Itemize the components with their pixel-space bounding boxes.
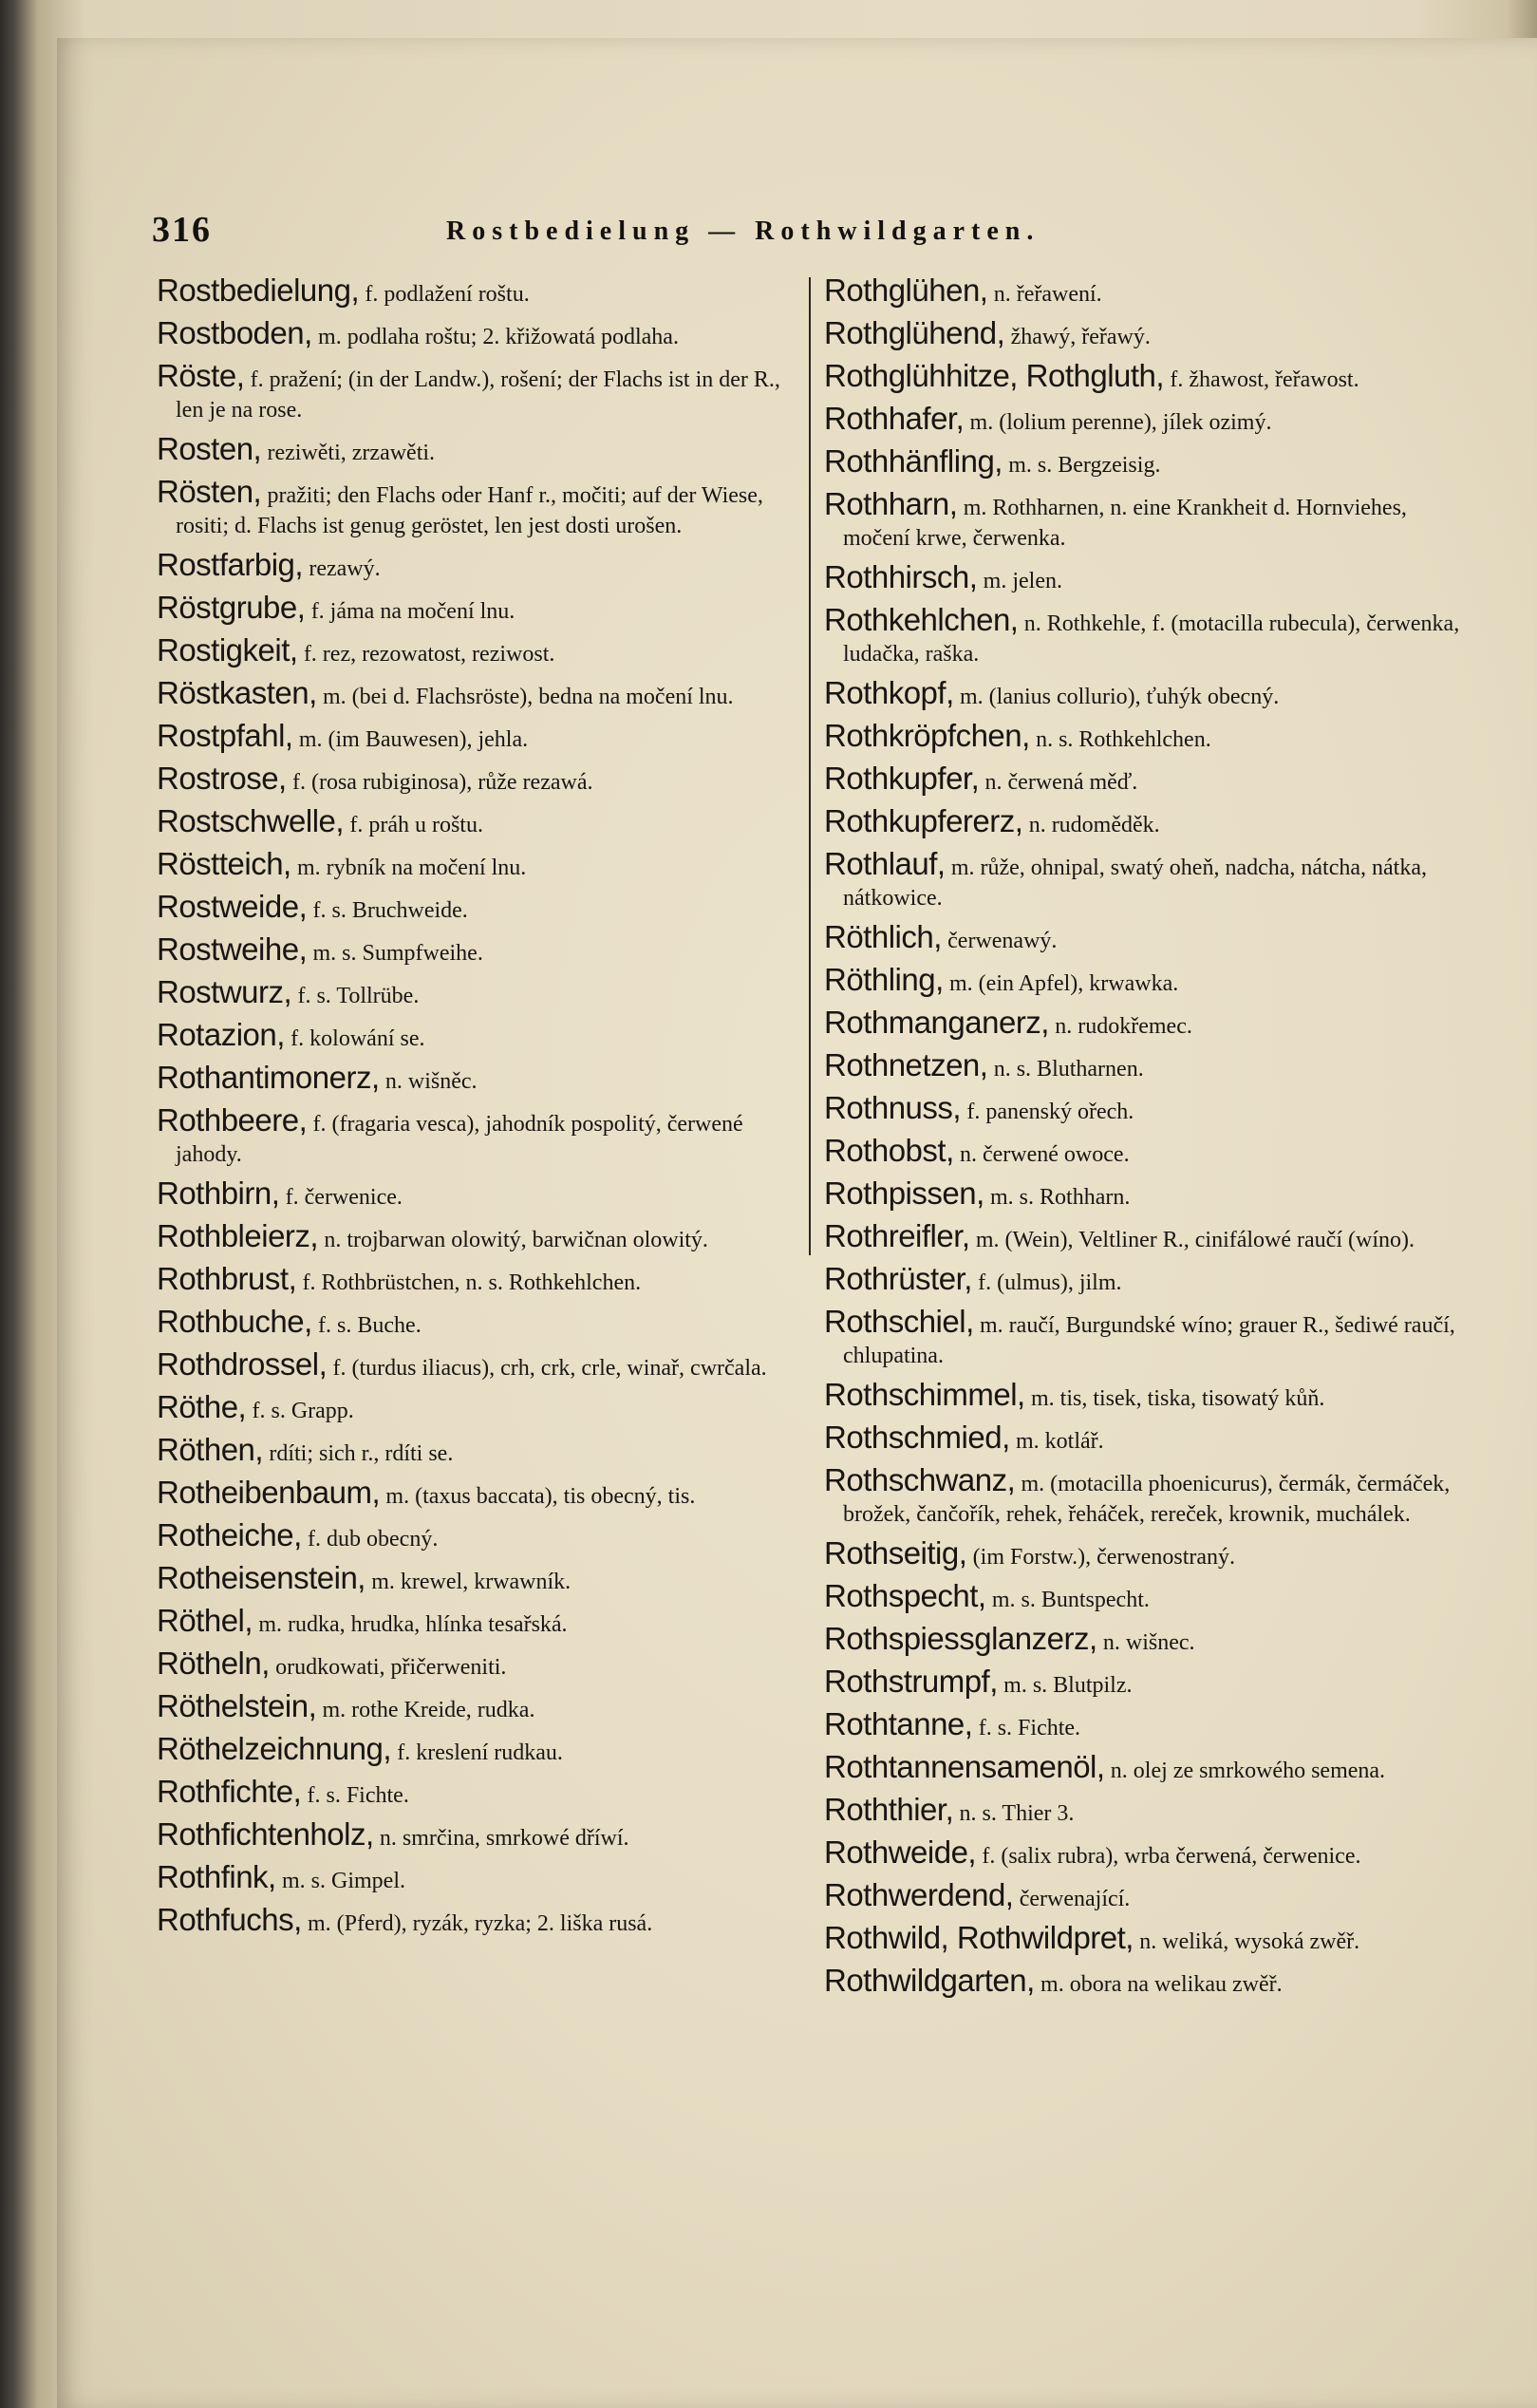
dictionary-entry: [157, 1774, 802, 1811]
entry-headword: Rothbuche,: [157, 1304, 312, 1339]
entry-definition: m. krewel, krwawník.: [371, 1570, 572, 1594]
dictionary-entry: [157, 590, 802, 627]
entry-headword: Rothwildgarten,: [824, 1963, 1035, 1998]
dictionary-entry: [157, 1902, 802, 1939]
dictionary-entry: [157, 358, 802, 425]
dictionary-entry: [824, 1666, 1462, 1701]
entry-definition: rdíti; sich r., rdíti se.: [269, 1441, 454, 1466]
entry-headword: Rothkehlchen,: [824, 602, 1019, 637]
entry-definition: n. řeřawení.: [993, 282, 1102, 307]
entry-definition: (im Forstw.), čerwenostraný.: [972, 1545, 1236, 1570]
dictionary-entry: [157, 431, 802, 468]
dictionary-entry: [157, 275, 802, 310]
entry-definition: n. olej ze smrkowého semena.: [1110, 1759, 1386, 1783]
entry-definition: f. žhawost, řeřawost.: [1170, 367, 1359, 392]
entry-definition: m. růže, ohnipal, swatý oheň, nadcha, nátcha, nátka, nátkowice.: [843, 856, 1427, 911]
column-divider: [809, 277, 811, 1255]
entry-definition: n. wišnec.: [1102, 1630, 1195, 1655]
entry-definition: rezawý.: [309, 556, 381, 581]
entry-headword: Rothspiessglanzerz,: [824, 1621, 1097, 1656]
entry-headword: Rothschmied,: [824, 1420, 1010, 1455]
entry-headword: Rothmanganerz,: [824, 1005, 1049, 1040]
dictionary-entry: [157, 763, 802, 798]
dictionary-entry: [824, 401, 1462, 438]
entry-definition: m. (motacilla phoenicurus), čermák, čermáček, brožek, čančořík, rehek, řeháček, rereček, krownik, muchálek.: [843, 1472, 1451, 1527]
entry-definition: n. trojbarwan olowitý, barwičnan olowitý.: [324, 1228, 708, 1252]
entry-definition: m. raučí, Burgundské wíno; grauer R., šediwé raučí, chlupatina.: [843, 1313, 1455, 1368]
entry-definition: m. rudka, hrudka, hlínka tesařská.: [258, 1612, 568, 1637]
entry-headword: Röthling,: [824, 962, 944, 997]
entry-headword: Röthelstein,: [157, 1688, 317, 1723]
entry-headword: Rothnetzen,: [824, 1047, 988, 1082]
entry-definition: m. (ein Apfel), krwawka.: [949, 971, 1179, 996]
dictionary-entry: [157, 931, 802, 969]
entry-definition: n. s. Thier 3.: [959, 1801, 1075, 1826]
running-head: Rostbedielung — Rothwildgarten.: [446, 216, 1040, 246]
dictionary-entry: [157, 1688, 802, 1725]
dictionary-entry: [824, 1578, 1462, 1615]
entry-definition: čerwenající.: [1019, 1887, 1131, 1911]
entry-headword: Rothfuchs,: [157, 1902, 302, 1937]
entry-definition: f. Rothbrüstchen, n. s. Rothkehlchen.: [302, 1270, 642, 1295]
entry-definition: m. (taxus baccata), tis obecný, tis.: [385, 1484, 696, 1509]
entry-headword: Röthlich,: [824, 919, 942, 954]
dictionary-entry: [824, 443, 1462, 480]
entry-headword: Rothbrust,: [157, 1261, 297, 1296]
dictionary-entry: [824, 486, 1462, 554]
entry-headword: Rostschwelle,: [157, 803, 345, 838]
dictionary-entry: [157, 315, 802, 352]
entry-headword: Rothbirn,: [157, 1176, 280, 1211]
entry-definition: n. wišněc.: [384, 1069, 478, 1094]
dictionary-entry: [824, 675, 1462, 712]
entry-headword: Rothglühen,: [824, 273, 988, 308]
dictionary-entry: [157, 1603, 802, 1640]
dictionary-entry: [157, 547, 802, 584]
entry-headword: Röthen,: [157, 1432, 264, 1467]
dictionary-entry: [157, 1432, 802, 1469]
entry-headword: Rothobst,: [824, 1133, 954, 1168]
dictionary-entry: [157, 1102, 802, 1170]
entry-definition: orudkowati, přičerweniti.: [275, 1655, 507, 1680]
entry-definition: f. dub obecný.: [308, 1527, 439, 1552]
left-column: [157, 275, 802, 1947]
entry-headword: Rothbeere,: [157, 1102, 308, 1138]
dictionary-entry: [157, 1218, 802, 1255]
entry-definition: f. kreslení rudkau.: [397, 1740, 563, 1765]
dictionary-entry: [157, 1731, 802, 1768]
entry-definition: f. (rosa rubiginosa), růže rezawá.: [291, 770, 593, 795]
entry-headword: Rösten,: [157, 474, 262, 509]
entry-definition: f. s. Bruchweide.: [312, 898, 468, 923]
entry-headword: Rothfichtenholz,: [157, 1816, 374, 1852]
entry-headword: Rotheisenstein,: [157, 1560, 366, 1595]
entry-headword: Rothantimonerz,: [157, 1060, 380, 1095]
dictionary-entry: [157, 1304, 802, 1341]
dictionary-entry: [824, 602, 1462, 669]
entry-headword: Rothfichte,: [157, 1774, 302, 1809]
entry-definition: reziwěti, zrzawěti.: [267, 441, 436, 465]
dictionary-entry: [157, 474, 802, 541]
dictionary-entry: [824, 919, 1462, 956]
entry-definition: f. (turdus iliacus), crh, crk, crle, winař, cwrčala.: [332, 1356, 767, 1381]
entry-headword: Rothwild, Rothwildpret,: [824, 1920, 1134, 1955]
entry-headword: Rothkröpfchen,: [824, 718, 1030, 753]
entry-headword: Rothtannensamenöl,: [824, 1749, 1105, 1784]
entry-headword: Rothkupfer,: [824, 761, 980, 796]
dictionary-entry: [824, 1377, 1462, 1414]
dictionary-entry: [824, 1090, 1462, 1127]
entry-headword: Rothbleierz,: [157, 1218, 319, 1253]
entry-definition: f. rez, rezowatost, reziwost.: [303, 642, 555, 667]
entry-definition: pražiti; den Flachs oder Hanf r., močiti; auf der Wiese, rositi; d. Flachs ist genug geröstet, len jest dosti urošen.: [176, 483, 763, 538]
dictionary-entry: [157, 846, 802, 883]
entry-definition: m. s. Sumpfweihe.: [312, 941, 483, 966]
entry-definition: m. (lolium perenne), jílek ozimý.: [969, 410, 1272, 435]
entry-definition: f. čerwenice.: [285, 1185, 403, 1210]
entry-headword: Rothfink,: [157, 1859, 276, 1894]
entry-definition: m. (Pferd), ryzák, ryzka; 2. liška rusá.: [308, 1911, 653, 1936]
dictionary-entry: [824, 1877, 1462, 1914]
entry-definition: m. s. Gimpel.: [281, 1869, 405, 1893]
dictionary-entry: [157, 1261, 802, 1298]
entry-headword: Rostweide,: [157, 889, 308, 924]
dictionary-entry: [157, 675, 802, 712]
entry-headword: Rothschwanz,: [824, 1462, 1016, 1497]
entry-definition: m. rothe Kreide, rudka.: [322, 1698, 535, 1722]
entry-definition: f. jáma na močení lnu.: [310, 599, 515, 624]
dictionary-entry: [824, 1706, 1462, 1743]
entry-headword: Rostfarbig,: [157, 547, 304, 582]
entry-headword: Rothschimmel,: [824, 1377, 1025, 1412]
entry-definition: f. s. Tollrübe.: [297, 984, 420, 1008]
entry-definition: f. s. Fichte.: [978, 1716, 1081, 1740]
entry-headword: Rothstrumpf,: [824, 1664, 998, 1699]
dictionary-entry: [824, 559, 1462, 596]
entry-headword: Rostbedielung,: [157, 273, 360, 308]
entry-headword: Rosten,: [157, 431, 262, 466]
entry-headword: Rostwurz,: [157, 974, 292, 1009]
entry-headword: Röstteich,: [157, 846, 291, 881]
dictionary-entry: [824, 1261, 1462, 1298]
dictionary-entry: [824, 1178, 1462, 1213]
dictionary-entry: [824, 1304, 1462, 1371]
dictionary-entry: [157, 1648, 802, 1683]
entry-definition: n. rudoměděk.: [1028, 813, 1160, 837]
dictionary-entry: [824, 1133, 1462, 1170]
entry-headword: Rothhafer,: [824, 401, 965, 436]
entry-definition: n. weliká, wysoká zwěř.: [1139, 1929, 1360, 1954]
entry-definition: m. s. Blutpilz.: [1003, 1673, 1133, 1698]
entry-headword: Rothspecht,: [824, 1578, 986, 1613]
entry-headword: Rothkopf,: [824, 675, 954, 710]
right-column: [824, 275, 1462, 2008]
dictionary-entry: [157, 1389, 802, 1426]
entry-definition: f. (ulmus), jilm.: [978, 1270, 1122, 1295]
dictionary-entry: [824, 315, 1462, 352]
entry-definition: f. podlažení roštu.: [365, 282, 530, 307]
entry-definition: f. s. Fichte.: [307, 1783, 409, 1808]
entry-headword: Rothseitig,: [824, 1535, 967, 1571]
entry-headword: Rothschiel,: [824, 1304, 974, 1339]
entry-definition: f. práh u roštu.: [349, 813, 483, 837]
dictionary-entry: [157, 1477, 802, 1512]
dictionary-entry: [157, 1017, 802, 1054]
dictionary-entry: [824, 1834, 1462, 1872]
dictionary-entry: [157, 974, 802, 1011]
dictionary-entry: [824, 846, 1462, 913]
dictionary-entry: [824, 718, 1462, 755]
entry-definition: m. (lanius collurio), ťuhýk obecný.: [960, 685, 1280, 709]
dictionary-entry: [157, 889, 802, 926]
dictionary-entry: [824, 1422, 1462, 1457]
entry-definition: m. s. Buntspecht.: [991, 1588, 1150, 1612]
entry-headword: Rostrose,: [157, 761, 287, 796]
entry-definition: f. panenský ořech.: [966, 1100, 1134, 1124]
dictionary-entry: [157, 718, 802, 755]
entry-definition: m. (im Bauwesen), jehla.: [298, 727, 529, 752]
dictionary-entry: [824, 1218, 1462, 1255]
entry-headword: Rothlauf,: [824, 846, 946, 881]
entry-headword: Rostweihe,: [157, 931, 308, 967]
entry-definition: f. pražení; (in der Landw.), rošení; der Flachs ist in der R., len je na rose.: [176, 367, 780, 423]
entry-definition: f. (salix rubra), wrba čerwená, čerwenice.: [982, 1844, 1361, 1869]
entry-definition: m. podlaha roštu; 2. křižowatá podlaha.: [318, 325, 679, 349]
entry-headword: Rotheiche,: [157, 1517, 302, 1552]
entry-headword: Röste,: [157, 358, 245, 393]
entry-definition: m. obora na welikau zwěř.: [1040, 1972, 1283, 1997]
entry-headword: Rothreifler,: [824, 1218, 970, 1253]
dictionary-entry: [824, 1007, 1462, 1042]
entry-headword: Rötheln,: [157, 1646, 270, 1681]
entry-definition: f. kolowání se.: [291, 1026, 425, 1051]
entry-headword: Rostigkeit,: [157, 632, 298, 668]
dictionary-entry: [824, 1535, 1462, 1572]
entry-headword: Rothpissen,: [824, 1176, 984, 1211]
entry-definition: žhawý, řeřawý.: [1010, 325, 1151, 349]
dictionary-entry: [824, 275, 1462, 310]
dictionary-entry: [157, 1178, 802, 1213]
entry-definition: m. tis, tisek, tiska, tisowatý kůň.: [1030, 1386, 1325, 1411]
entry-definition: n. čerwená měď.: [984, 770, 1138, 795]
entry-headword: Rothhänfling,: [824, 443, 1003, 479]
entry-headword: Röstgrube,: [157, 590, 306, 625]
dictionary-entry: [824, 1792, 1462, 1829]
entry-headword: Röthe,: [157, 1389, 247, 1424]
entry-headword: Rothtanne,: [824, 1706, 973, 1741]
dictionary-entry: [824, 1047, 1462, 1084]
dictionary-entry: [157, 1346, 802, 1383]
entry-headword: Rotazion,: [157, 1017, 285, 1052]
entry-headword: Rothkupfererz,: [824, 803, 1023, 838]
entry-definition: m. jelen.: [983, 569, 1062, 593]
entry-definition: n. čerwené owoce.: [960, 1142, 1130, 1167]
dictionary-entry: [157, 632, 802, 669]
dictionary-entry: [824, 358, 1462, 395]
dictionary-entry: [824, 1621, 1462, 1658]
dictionary-entry: [824, 962, 1462, 999]
dictionary-entry: [157, 1859, 802, 1896]
entry-headword: Rotheibenbaum,: [157, 1475, 381, 1510]
dictionary-entry: [157, 1560, 802, 1597]
entry-headword: Rothrüster,: [824, 1261, 972, 1296]
entry-definition: n. rudokřemec.: [1055, 1014, 1192, 1039]
entry-definition: m. (bei d. Flachsröste), bedna na močení lnu.: [323, 685, 734, 709]
entry-headword: Rothharn,: [824, 486, 958, 521]
entry-headword: Roththier,: [824, 1792, 954, 1827]
entry-headword: Rothdrossel,: [157, 1346, 328, 1382]
entry-headword: Rostpfahl,: [157, 718, 293, 753]
dictionary-entry: [824, 763, 1462, 798]
entry-definition: n. Rothkehle, f. (motacilla rubecula), čerwenka, ludačka, raška.: [843, 611, 1460, 667]
entry-headword: Röstkasten,: [157, 675, 317, 710]
entry-headword: Rostboden,: [157, 315, 312, 350]
entry-definition: m. kotlář.: [1016, 1429, 1104, 1454]
entry-headword: Röthelzeichnung,: [157, 1731, 392, 1766]
dictionary-entry: [824, 803, 1462, 840]
page-header: [152, 209, 1329, 256]
entry-headword: Rothnuss,: [824, 1090, 962, 1125]
dictionary-entry: [157, 1060, 802, 1097]
entry-definition: n. s. Blutharnen.: [993, 1057, 1144, 1082]
dictionary-entry: [157, 803, 802, 840]
dictionary-entry: [824, 1749, 1462, 1786]
entry-definition: f. (fragaria vesca), jahodník pospolitý, čerwené jahody.: [176, 1112, 743, 1167]
dictionary-entry: [824, 1920, 1462, 1957]
entry-definition: f. s. Grapp.: [252, 1399, 354, 1423]
entry-headword: Rothhirsch,: [824, 559, 978, 594]
entry-definition: f. s. Buche.: [318, 1313, 422, 1338]
page-number: 316: [152, 210, 212, 250]
entry-definition: m. (Wein), Veltliner R., cinifálowé raučí (wíno).: [975, 1228, 1415, 1252]
entry-definition: čerwenawý.: [947, 929, 1058, 953]
entry-definition: n. smrčina, smrkowé dříwí.: [379, 1826, 629, 1851]
entry-definition: m. rybník na močení lnu.: [296, 856, 527, 880]
entry-headword: Rothwerdend,: [824, 1877, 1014, 1912]
entry-headword: Rothweide,: [824, 1834, 977, 1870]
entry-definition: m. Rothharnen, n. eine Krankheit d. Hornviehes, močení krwe, čerwenka.: [843, 496, 1407, 551]
entry-headword: Rothglühend,: [824, 315, 1005, 350]
entry-definition: m. s. Bergzeisig.: [1008, 453, 1161, 478]
dictionary-entry: [157, 1816, 802, 1853]
dictionary-entry: [824, 1963, 1462, 2000]
entry-definition: m. s. Rothharn.: [990, 1185, 1131, 1210]
entry-headword: Röthel,: [157, 1603, 253, 1638]
entry-headword: Rothglühhitze, Rothgluth,: [824, 358, 1165, 393]
entry-definition: n. s. Rothkehlchen.: [1036, 727, 1211, 752]
dictionary-entry: [824, 1462, 1462, 1530]
dictionary-entry: [157, 1517, 802, 1554]
